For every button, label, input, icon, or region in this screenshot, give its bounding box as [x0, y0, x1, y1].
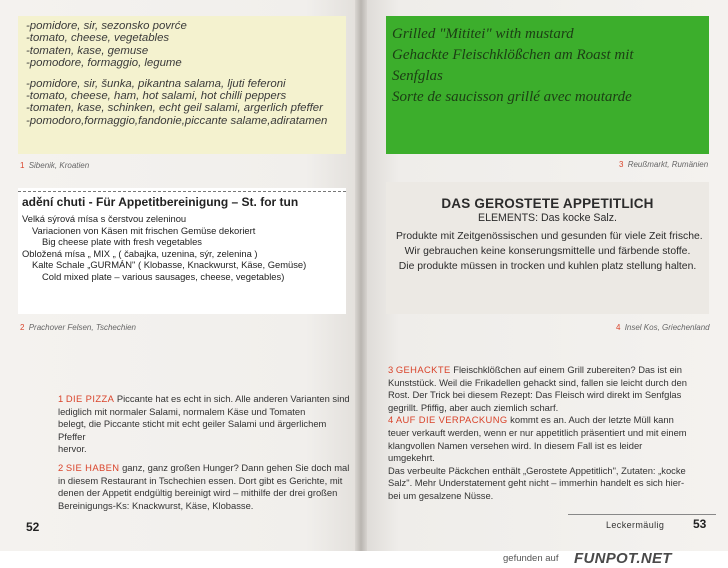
- text-line: belegt, die Piccante sticht mit echt geiler Salami und ärgerlichem Pfeffer: [58, 418, 327, 442]
- text-line: in diesem Restaurant in Tschechien essen. Dort gibt es Gerichte, mit: [58, 474, 343, 486]
- text-line: hervor.: [58, 443, 87, 455]
- caption-text: Reußmarkt, Rumänien: [627, 160, 709, 169]
- book-gutter: [355, 0, 367, 551]
- text-line: ganz, ganz großen Hunger? Dann gehen Sie doch mal: [122, 461, 350, 473]
- item-number: 1: [58, 393, 64, 404]
- caption-number: 4: [616, 323, 621, 332]
- menu-line: -pomodoro,formaggio,fandonie,piccante salame,adiratamen: [26, 114, 328, 127]
- paragraph-3: [388, 364, 688, 414]
- watermark-found-text: gefunden auf: [503, 553, 559, 564]
- menu-line: Obložená mísa „ MIX „ ( čabajka, uzenina, sýr, zelenina ): [22, 247, 258, 259]
- text-line: Salz". Mehr Understatement geht nicht – immerhin handelt es sich hier-: [388, 477, 685, 489]
- caption-2: [20, 323, 136, 332]
- item-number: 3: [388, 364, 394, 375]
- menu-line: -tomato, cheese, ham, hot salami, hot chilli peppers: [26, 90, 287, 103]
- menu-line: Kalte Schale „GURMÁN" ( Klobasse, Knackwurst, Käse, Gemüse): [32, 259, 307, 271]
- menu-line: -pomidore, sir, šunka, pikantna salamа, ljuti feferoni: [26, 77, 286, 90]
- caption-text: Prachover Felsen, Tschechien: [28, 323, 137, 332]
- text-line: lediglich mit normaler Salami, normalem Käse und Tomaten: [58, 405, 306, 417]
- sign-line: Senfglas: [392, 68, 443, 84]
- menu-line: -pomodore, formaggio, legume: [26, 57, 182, 70]
- page-number-right: 53: [693, 517, 707, 531]
- running-head-rule: [568, 514, 716, 515]
- caption-3: [619, 160, 708, 169]
- label-line: Produkte mit Zeitgenössischen und gesunden für viele Zeit frische.: [396, 231, 703, 242]
- menu-line: Variacionen von Käsen mit frischen Gemüse dekoriert: [32, 224, 256, 236]
- menu-heading: adění chuti - Für Appetitbereinigung – St. for tun: [22, 195, 299, 209]
- caption-number: 3: [619, 160, 624, 169]
- text-line: Rost. Der Trick bei diesem Rezept: Das Fleisch wird direkt im Senfglas: [388, 389, 682, 401]
- caption-number: 1: [20, 161, 25, 170]
- sign-line: Gehackte Fleischklößchen am Roast mit: [392, 47, 634, 63]
- text-line: Piccante hat es echt in sich. Alle anderen Varianten sind: [116, 393, 350, 404]
- label-subtitle: ELEMENTS: Das kocke Salz.: [478, 212, 617, 224]
- caption-1: [20, 161, 89, 170]
- sign-line: Sorte de saucisson grillé avec moutarde: [392, 89, 632, 105]
- caption-4: [616, 323, 710, 332]
- caption-text: Insel Kos, Griechenland: [624, 323, 710, 332]
- item-keyword: GEHACKTE: [395, 364, 451, 375]
- text-line: Kunststück. Weil die Frikadellen gehackt sind, fallen sie leicht durch den: [388, 376, 687, 388]
- item-keyword: AUF DIE VERPACKUNG: [395, 414, 508, 426]
- text-line: denen der Appetit endgültig bereinigt wird – mithilfe der drei großen: [58, 487, 338, 499]
- text-line: Bereinigungs-Ks: Knackwurst, Käse, Klobasse.: [58, 499, 254, 511]
- photo-green-sign: [386, 16, 709, 154]
- paragraph-2: [58, 462, 350, 512]
- item-keyword: SIE HABEN: [65, 461, 120, 473]
- item-number: 2: [58, 461, 64, 473]
- menu-line: -pomidore, sir, sezonsko povrće: [26, 20, 187, 32]
- item-number: 4: [388, 414, 394, 426]
- sign-line: Grilled "Mititei" with mustard: [392, 26, 574, 42]
- paragraph-1: [58, 393, 350, 456]
- caption-text: Sibenik, Kroatien: [28, 161, 90, 170]
- page-number-left: 52: [26, 520, 40, 534]
- left-body-text: [58, 393, 350, 512]
- text-line: klangvollen Namen versehen wird. In diesem Fall ist es leider umgekehrt.: [388, 439, 643, 464]
- running-head: Leckermäulig: [606, 520, 665, 530]
- label-line: Die produkte müssen in trocken und kuhlen platz stellung halten.: [398, 261, 697, 272]
- dashed-rule: [18, 191, 346, 192]
- caption-number: 2: [20, 323, 25, 332]
- text-line: Fleischklößchen auf einem Grill zubereiten? Das ist ein: [453, 364, 682, 375]
- text-line: teuer verkauft werden, wenn er nur appetitlich präsentiert und mit einem: [388, 426, 687, 438]
- menu-line: -tomaten, kase, gemuse: [26, 44, 149, 57]
- item-keyword: DIE PIZZA: [65, 393, 115, 404]
- text-line: bei um gesalzene Nüsse.: [388, 489, 494, 501]
- right-body-text: [388, 364, 688, 503]
- text-line: kommt es an. Auch der letzte Müll kann: [510, 414, 674, 426]
- watermark-footer: [0, 551, 728, 568]
- menu-line: -tomaten, kase, schinken, echt geil salami, argerlich pfeffer: [26, 102, 323, 115]
- menu-line: Velká sýrová mísa s čerstvou zeleninou: [22, 213, 187, 224]
- photo-pizza-menu: [18, 16, 346, 154]
- menu-line: -tomato, cheese, vegetables: [26, 32, 170, 45]
- photo-czech-menu: [18, 188, 346, 314]
- label-line: Wir gebrauchen keine konserungsmittelle und färbende stoffe.: [404, 246, 691, 257]
- menu-line: Cold mixed plate – various sausages, cheese, vegetables): [42, 270, 285, 282]
- photo-package-label: [386, 182, 709, 314]
- text-line: Das verbeulte Päckchen enthält „Gerostete Appetitlich", Zutaten: „kocke: [388, 464, 686, 476]
- watermark-brand: FUNPOT.NET: [574, 550, 672, 567]
- label-title: DAS GEROSTETE APPETITLICH: [441, 196, 654, 211]
- text-line: gegrillt. Pfiffig, aber auch ziemlich scharf.: [388, 401, 559, 413]
- paragraph-4: [388, 414, 688, 502]
- menu-line: Big cheese plate with fresh vegetables: [42, 236, 202, 248]
